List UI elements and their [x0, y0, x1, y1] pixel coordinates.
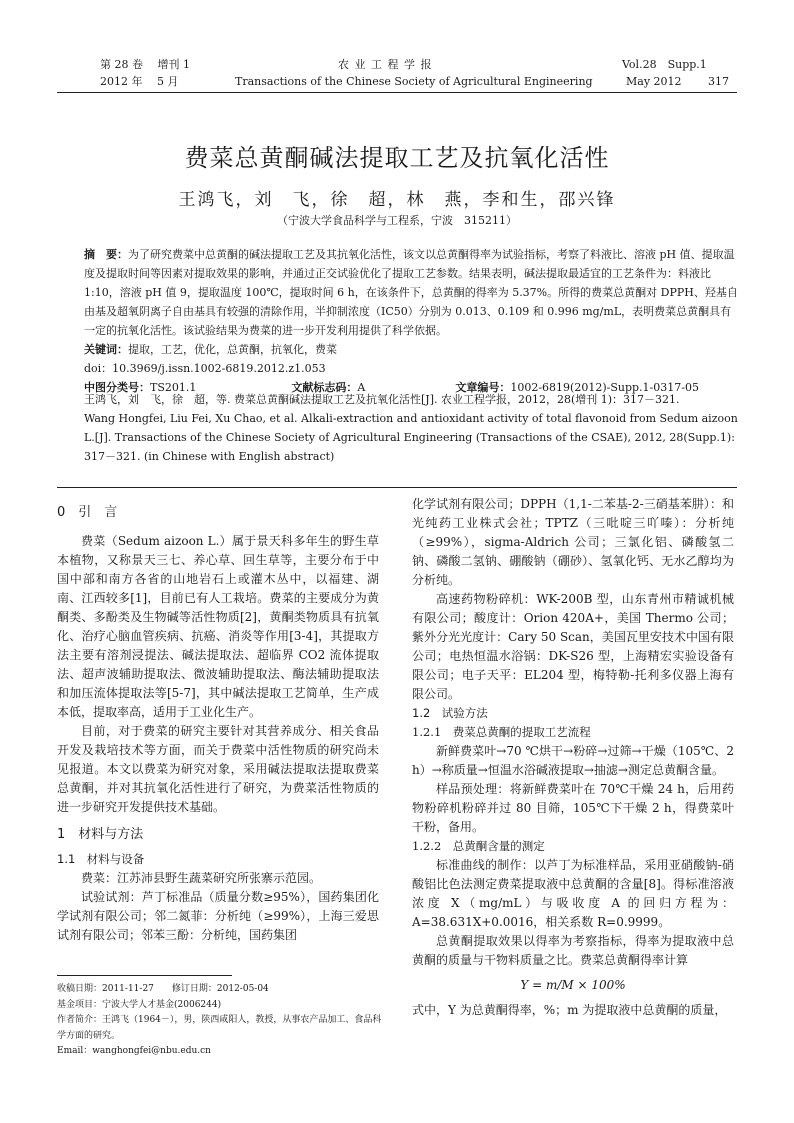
header-vol-supp: Vol.28 Supp.1 — [622, 58, 707, 71]
citation-en: Wang Hongfei, Liu Fei, Xu Chao, et al. Alkali-extraction and antioxidant activity of total flavonoid from Sedum aizoon L.[J]. Transactions of the Chinese Society of Agricultural Engineering (Transactions of the CSAE), 2012, 28(Supp.1): 317－321. (in Chinese with English abstract) — [84, 412, 738, 463]
yield-paragraph: 总黄酮提取效果以得率为考察指标，得率为提取液中总黄酮的质量与干物料质量之比。费菜总黄酮得率计算 — [412, 934, 734, 967]
header-volume: 第 28 卷 增刊 1 — [100, 58, 190, 71]
header-journal-cn: 农 业 工 程 学 报 — [338, 58, 433, 71]
reagent-paragraph-cont: 化学试剂有限公司；DPPH（1,1-二苯基-2-三硝基苯肼）：和光纯药工业株式会社；TPTZ（三吡啶三吖嗪）：分析纯（≥99%），sigma-Aldrich 公司；三氯化铝、磷酸氢二钠、磷酸二氢钠、硼酸钠（硼砂）、氢氧化钙、无水乙醇均为分析纯。 — [412, 497, 734, 587]
header-date: 2012 年 5 月 — [100, 75, 179, 88]
footnotes — [57, 982, 387, 1060]
intro-paragraph-2: 目前，对于费菜的研究主要针对其营养成分、相关食品开发及栽培技术等方面，而关于费菜中活性物质的研究尚未见报道。本文以费菜为研究对象，采用碱法提取法提取费菜总黄酮，并对其抗氧化活性进行了研究，为费菜活性物质的进一步研究开发提供技术基础。 — [57, 724, 379, 814]
author-affiliation: （宁波大学食品科学与工程系，宁波 315211） — [277, 214, 517, 227]
header-rule — [57, 92, 737, 93]
clc-value: TS201.1 — [150, 381, 197, 394]
citation-cn: 王鸿飞，刘 飞，徐 超，等. 费菜总黄酮碱法提取工艺及抗氧化活性[J]. 农业工程学报，2012，28(增刊 1)：317－321. — [84, 393, 680, 406]
clc-label: 中图分类号： — [84, 381, 150, 394]
section-1-1-heading: 1.1 材料与设备 — [57, 852, 145, 866]
right-column — [412, 495, 734, 1020]
section-1-heading: 1 材料与方法 — [57, 827, 144, 842]
footnote-fund: 基金项目：宁波大学人才基金(2006244) — [57, 999, 222, 1010]
reagent-paragraph: 试验试剂：芦丁标准品（质量分数≥95%），国药集团化学试剂有限公司；邻二氮菲：分析纯（≥99%），上海三爱思试剂有限公司；邻苯三酚：分析纯，国药集团 — [57, 890, 379, 942]
article-number-value: 1002-6819(2012)-Supp.1-0317-05 — [510, 381, 699, 394]
left-column — [57, 503, 379, 945]
process-flow-paragraph: 新鲜费菜叶→70 ℃烘干→粉碎→过筛→干燥（105℃、2 h）→称质量→恒温水浴碱液提取→抽滤→测定总黄酮含量。 — [412, 744, 734, 777]
section-1-2-heading: 1.2 试验方法 — [412, 706, 488, 720]
section-1-2-2-heading: 1.2.2 总黄酮含量的测定 — [412, 839, 545, 853]
section-1-2-1-heading: 1.2.1 费菜总黄酮的提取工艺流程 — [412, 725, 591, 739]
paper-title: 费菜总黄酮碱法提取工艺及抗氧化活性 — [184, 144, 610, 172]
equipment-paragraph: 高速药物粉碎机：WK-200B 型，山东青州市精诚机械有限公司；酸度计：Orion 420A+，美国 Thermo 公司；紫外分光光度计：Cary 50 Scan，美国瓦里安技术中国有限公司；电热恒温水浴锅：DK-S26 型，上海精宏实验设备有限公司；电子天平：EL204 型，梅特勒-托利多仪器上海有限公司。 — [412, 592, 734, 701]
footnote-email: Email：wanghongfei@nbu.edu.cn — [57, 1046, 211, 1056]
material-paragraph: 费菜：江苏沛县野生蔬菜研究所张寨示范园。 — [81, 871, 322, 885]
citation-block — [84, 390, 740, 466]
keywords-text: 提取，工艺，优化，总黄酮，抗氧化，费菜 — [128, 343, 337, 356]
footnote-dates: 收稿日期：2011-11-27 修订日期：2012-05-04 — [57, 984, 269, 994]
article-number-label: 文章编号： — [455, 381, 511, 394]
doc-code-value: A — [357, 381, 366, 394]
intro-paragraph-1: 费菜（Sedum aizoon L.）属于景天科多年生的野生草本植物，又称景天三七、养心草、回生草等，主要分布于中国中部和南方各省的山地岩石上或灌木丛中，以福建、湖南、江西较多[1]，目前已有人工栽培。费菜的主要成分为黄酮类、多酚类及生物碱等活性物质[2]，黄酮类物质具有抗氧化、治疗心脑血管疾病、抗癌、消炎等作用[3-4]，其提取方法主要有溶剂浸提法、碱法提取法、超临界 CO2 流体提取法、超声波辅助提取法、微波辅助提取法、酶法辅助提取法和加压流体提取法等[5-7]，其中碱法提取工艺简单，生产成本低，提取率高，适用于工业化生产。 — [57, 534, 379, 719]
header-journal-en: Transactions of the Chinese Society of Agricultural Engineering — [235, 75, 593, 88]
abstract-text: 为了研究费菜中总黄酮的碱法提取工艺及其抗氧化活性，该文以总黄酮得率为试验指标，考察了料液比、溶液 pH 值、提取温度及提取时间等因素对提取效果的影响，并通过正交试验优化了提取工艺参数。结果表明，碱法提取最适宜的工艺条件为：料液比 1:10，溶液 pH 值 9，提取温度 100℃，提取时间 6 h，在该条件下，总黄酮的得率为 5.37%。所得的费菜总黄酮对 DPPH、羟基自由基及超氧阴离子自由基具有较强的清除作用，半抑制浓度（IC50）分别为 0.013、0.109 和 0.996 mg/mL，表明费菜总黄酮具有一定的抗氧化活性。该试验结果为费菜的进一步开发利用提供了科学依据。 — [84, 248, 738, 337]
abstract-rule — [57, 487, 737, 488]
keywords-label: 关键词： — [84, 343, 128, 356]
section-0-heading: 0 引 言 — [57, 505, 118, 520]
doc-code-label: 文献标志码： — [291, 381, 358, 394]
abstract — [84, 245, 740, 397]
header-month-year: May 2012 — [626, 75, 682, 88]
footnote-author-bio: 作者简介：王鸿飞（1964－），男，陕西咸阳人，教授，从事农产品加工、食品科学方面的研究。 — [57, 1015, 382, 1041]
page-number: 317 — [708, 75, 729, 88]
doi: doi：10.3969/j.issn.1002-6819.2012.z1.053 — [84, 362, 326, 375]
footnote-rule — [57, 975, 232, 976]
yield-formula: Y = m/M × 100% — [520, 978, 626, 992]
paper-authors: 王鸿飞，刘 飞，徐 超，林 燕，李和生，邵兴锋 — [178, 190, 616, 210]
standard-curve-paragraph: 标准曲线的制作：以芦丁为标准样品，采用亚硝酸钠-硝酸铝比色法测定费菜提取液中总黄酮的含量[8]。得标准溶液浓度 X（mg/mL）与吸收度 A 的回归方程为：A=38.631X+0.0016，相关系数 R=0.9999。 — [412, 858, 734, 929]
abstract-label: 摘 要： — [84, 248, 128, 261]
pretreatment-paragraph: 样品预处理：将新鲜费菜叶在 70℃干燥 24 h，后用药物粉碎机粉碎并过 80 目筛，105℃下干燥 2 h，得费菜叶干粉，备用。 — [412, 782, 734, 834]
formula-explanation: 式中，Y 为总黄酮得率，%；m 为提取液中总黄酮的质量， — [412, 1003, 727, 1017]
